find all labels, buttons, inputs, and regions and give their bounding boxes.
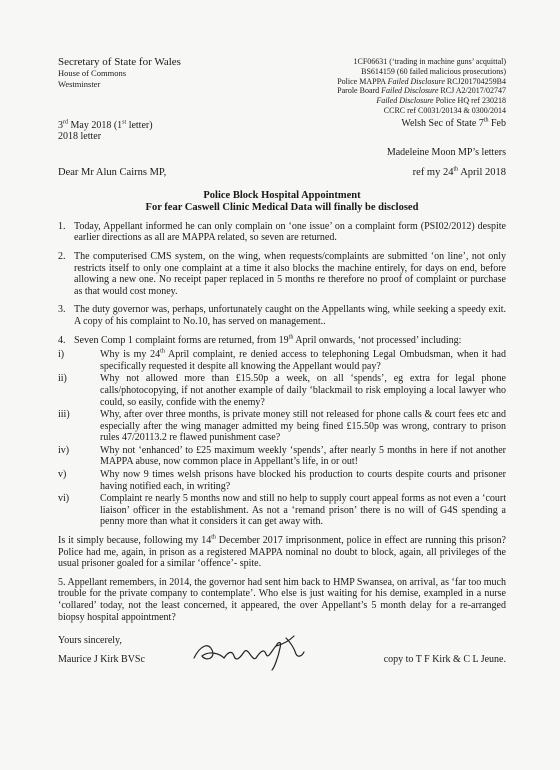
salutation: Dear Mr Alun Cairns MP, bbox=[58, 166, 167, 178]
reference-line: Police MAPPA Failed Disclosure RCJ201704259B4 bbox=[337, 76, 506, 86]
sub-point: iii) Why, after over three months, is private money still not released for phone calls & court fees etc and especially after the wing manager admitted my being fined £15.50p was wrong, contrary to prison rules 47/20113.2 re flawed punishment case? bbox=[58, 409, 506, 444]
paragraph: 5. Appellant remembers, in 2014, the governor had sent him back to HMP Swansea, on arrival, as ‘far too much trouble for the private company to contemplate’. Who else is just waiting for his demise, exampled in a nurse ‘collared’ today, not the least concerned, it appeared, the over Appellant’s 5 month delay for a re-arranged biopsy hospital appointment? bbox=[58, 576, 506, 623]
closing: Yours sincerely, bbox=[58, 635, 122, 647]
letter-body bbox=[58, 221, 506, 623]
letter-header bbox=[58, 56, 506, 116]
sub-point: v) Why now 9 times welsh prisons have blocked his production to courts despite courts and prisoner having notified each, in writing? bbox=[58, 469, 506, 492]
sub-point: i) Why is my 24th April complaint, re denied access to telephoning Legal Ombudsman, when it had specifically requested it despite all knowing the Appellant would pay? bbox=[58, 348, 506, 372]
reference-line: BS614159 (60 failed malicious prosecutions) bbox=[361, 66, 506, 76]
case-references bbox=[337, 57, 506, 116]
moon-reference: Madeleine Moon MP’s letters bbox=[386, 146, 506, 158]
handwritten-signature bbox=[190, 628, 310, 672]
letter-date: 3rd May 2018 (1st letter) 2018 letter bbox=[58, 119, 153, 142]
letter-title: Police Block Hospital Appointment For fear Caswell Clinic Medical Data will finally be disclosed bbox=[145, 189, 419, 213]
reference-line: Failed Disclosure Police HQ ref 230218 bbox=[376, 96, 506, 106]
reference-line: Parole Board Failed Disclosure RCJ A2/2017/02747 bbox=[337, 86, 506, 96]
paragraph: Is it simply because, following my 14th December 2017 imprisonment, police in effect are running this prison? Police had me, again, in prison as a registered MAPPA nominal no doubt to block, again, all privileges of the usual prisoner goaled for a similar ‘offence’- spite. bbox=[58, 534, 506, 570]
date-row bbox=[58, 117, 506, 142]
copy-recipients: copy to T F Kirk & C L Jeune. bbox=[383, 654, 506, 666]
reference-line: 1CF06631 (‘trading in machine guns’ acquittal) bbox=[353, 57, 506, 66]
salutation-row bbox=[58, 167, 506, 178]
numbered-point: 1. Today, Appellant informed he can only complain on ‘one issue’ on a complaint form (PSI02/2012) despite earlier directions as all are MAPPA related, so seven are returned. bbox=[58, 220, 506, 244]
sub-point: ii) Why not allowed more than £15.50p a week, on all ‘spends’, eg extra for legal phone calls/photocopying, if not another example of daily ‘blackmail to risk employing a local lawyer who could, so easily, confide with the enemy? bbox=[58, 373, 506, 408]
signature-row bbox=[58, 654, 506, 665]
sub-points bbox=[58, 349, 506, 528]
welsh-sec-reference: Welsh Sec of State 7th Feb bbox=[401, 117, 506, 129]
ref-date: ref my 24th April 2018 bbox=[412, 166, 506, 178]
numbered-point: 4. Seven Comp 1 complaint forms are returned, from 19th April onwards, ‘not processed’ including: bbox=[58, 334, 462, 346]
numbered-point: 3. The duty governor was, perhaps, unfortunately caught on the Appellants wing, while seeking a speedy exit. A copy of his complaint to No.10, has served on management.. bbox=[58, 304, 506, 327]
recipient-line: Westminster bbox=[58, 78, 101, 89]
sub-point: vi) Complaint re nearly 5 months now and still no help to supply court appeal forms as not even a ‘court liaison’ officer in the establishment. As not a ‘remand prison’ there is no will of G4S spending a penny more than what it considers it can get away with. bbox=[58, 493, 506, 528]
reference-line: CCRC ref C0031/20134 & 0300/2014 bbox=[383, 105, 506, 115]
recipient-address bbox=[58, 56, 181, 116]
recipient-line: House of Commons bbox=[58, 68, 126, 78]
signatory-name: Maurice J Kirk BVSc bbox=[58, 654, 145, 666]
numbered-point: 2. The computerised CMS system, on the wing, when requests/complaints are submitted ‘on line’, not only restricts itself to only one complaint at a time it also blocks the machine entirely, for days on end, before allowing a new one. No receipt paper replaced in 5 months re therefore no proof of complaint or purchase as that would cost money. bbox=[58, 250, 506, 297]
recipient-title: Secretary of State for Wales bbox=[58, 56, 181, 68]
sub-point: iv) Why not ‘enhanced’ to £25 maximum weekly ‘spends’, after nearly 5 months in here if not another MAPPA abuse, now common place in Appellant’s life, in or out! bbox=[58, 444, 506, 468]
